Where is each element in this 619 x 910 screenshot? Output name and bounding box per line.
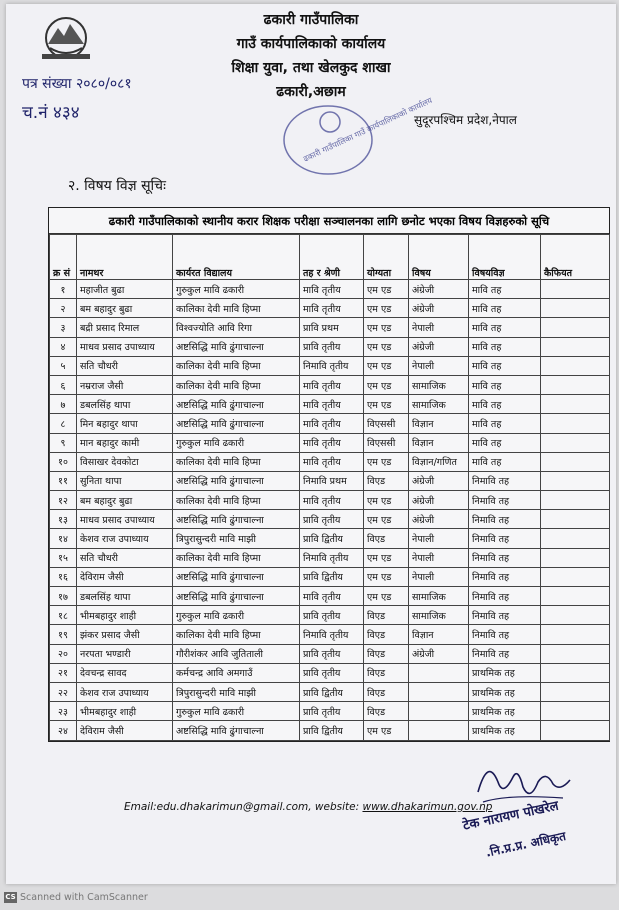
cell-serial: ७: [50, 395, 77, 414]
cell-school: अष्टसिद्धि मावि ढुंगाचाल्ना: [173, 471, 300, 490]
table-header-row: [50, 235, 610, 280]
cell-level: प्रावि तृतीय: [300, 702, 364, 721]
cell-level: मावि तृतीय: [300, 299, 364, 318]
cell-expert-level: प्राथमिक तह: [469, 721, 541, 740]
col-school: कार्यरत विद्यालय: [173, 235, 300, 280]
cell-serial: १७: [50, 587, 77, 606]
province-label: सुदूरपश्चिम प्रदेश,नेपाल: [414, 113, 517, 127]
cell-remarks: [541, 356, 610, 375]
cell-level: मावि तृतीय: [300, 433, 364, 452]
cell-expert-level: मावि तह: [469, 452, 541, 471]
cell-name: माधव प्रसाद उपाध्याय: [77, 337, 173, 356]
cell-serial: २४: [50, 721, 77, 740]
cell-qualification: एम एड: [364, 548, 409, 567]
cell-subject: नेपाली: [409, 356, 469, 375]
col-subject: विषय: [409, 235, 469, 280]
cell-qualification: विएड: [364, 644, 409, 663]
header-section: शिक्षा युवा, तथा खेलकुद शाखा: [231, 60, 391, 76]
cell-level: प्रावि द्वितीय: [300, 721, 364, 740]
table-row: [50, 510, 610, 529]
cell-level: प्रावि तृतीय: [300, 510, 364, 529]
cell-subject: विज्ञान: [409, 433, 469, 452]
cell-remarks: [541, 452, 610, 471]
table-row: [50, 644, 610, 663]
cell-expert-level: निमावि तह: [469, 567, 541, 586]
cell-subject: अंग्रेजी: [409, 299, 469, 318]
cell-level: निमावि प्रथम: [300, 471, 364, 490]
cell-name: बद्री प्रसाद रिमाल: [77, 318, 173, 337]
government-emblem-icon: [36, 14, 96, 64]
cell-subject: विज्ञान/गणित: [409, 452, 469, 471]
cell-expert-level: मावि तह: [469, 318, 541, 337]
cell-subject: [409, 663, 469, 682]
cell-subject: अंग्रेजी: [409, 491, 469, 510]
cell-qualification: एम एड: [364, 587, 409, 606]
cell-name: सति चौधरी: [77, 548, 173, 567]
cell-expert-level: मावि तह: [469, 395, 541, 414]
cell-subject: सामाजिक: [409, 395, 469, 414]
cell-name: देवचन्द्र सावद: [77, 663, 173, 682]
cell-level: निमावि तृतीय: [300, 356, 364, 375]
cell-level: मावि तृतीय: [300, 491, 364, 510]
table-row: [50, 682, 610, 701]
table-row: [50, 606, 610, 625]
cell-level: प्रावि तृतीय: [300, 663, 364, 682]
cell-remarks: [541, 337, 610, 356]
cell-name: विसाखर देवकोटा: [77, 452, 173, 471]
cell-level: प्रावि प्रथम: [300, 318, 364, 337]
cell-expert-level: मावि तह: [469, 280, 541, 299]
col-level: तह र श्रेणी: [300, 235, 364, 280]
cell-school: कालिका देवी मावि हिप्मा: [173, 299, 300, 318]
cell-remarks: [541, 471, 610, 490]
cell-name: माधव प्रसाद उपाध्याय: [77, 510, 173, 529]
cell-serial: १९: [50, 625, 77, 644]
col-qualification: योग्यता: [364, 235, 409, 280]
cell-serial: १०: [50, 452, 77, 471]
cell-level: प्रावि तृतीय: [300, 644, 364, 663]
table-row: [50, 395, 610, 414]
cell-name: नम्रराज जैसी: [77, 375, 173, 394]
signatory-post: .नि.प्र.प्र. अधिकृत: [484, 828, 568, 860]
cell-school: कालिका देवी मावि हिप्मा: [173, 375, 300, 394]
cell-qualification: एम एड: [364, 567, 409, 586]
cell-school: कर्मचन्द्र आवि अमगाउँ: [173, 663, 300, 682]
cell-remarks: [541, 702, 610, 721]
cell-qualification: विएड: [364, 471, 409, 490]
cell-serial: १२: [50, 491, 77, 510]
cell-serial: १६: [50, 567, 77, 586]
cell-serial: २२: [50, 682, 77, 701]
cell-level: निमावि तृतीय: [300, 548, 364, 567]
cell-name: मान बहादुर कामी: [77, 433, 173, 452]
footer-website-link[interactable]: www.dhakarimun.gov.np: [362, 801, 493, 813]
table-row: [50, 452, 610, 471]
cell-level: मावि तृतीय: [300, 414, 364, 433]
table-row: [50, 356, 610, 375]
table-row: [50, 702, 610, 721]
table-row: [50, 280, 610, 299]
cell-expert-level: प्राथमिक तह: [469, 663, 541, 682]
footer-email: Email:edu.dhakarimun@gmail.com, website:: [124, 801, 363, 813]
cell-name: देविराम जैसी: [77, 721, 173, 740]
cell-subject: विज्ञान: [409, 414, 469, 433]
cell-expert-level: मावि तह: [469, 433, 541, 452]
cell-school: गुरुकुल मावि ढकारी: [173, 433, 300, 452]
cell-school: कालिका देवी मावि हिप्मा: [173, 452, 300, 471]
cell-remarks: [541, 510, 610, 529]
cell-school: त्रिपुरासुन्दरी मावि माझी: [173, 682, 300, 701]
cell-name: केशव राज उपाध्याय: [77, 682, 173, 701]
cell-expert-level: मावि तह: [469, 414, 541, 433]
cell-qualification: विएड: [364, 529, 409, 548]
cell-qualification: विएड: [364, 702, 409, 721]
cell-school: अष्टसिद्धि मावि ढुंगाचाल्ना: [173, 721, 300, 740]
cell-subject: विज्ञान: [409, 625, 469, 644]
cell-remarks: [541, 529, 610, 548]
cell-subject: अंग्रेजी: [409, 280, 469, 299]
cell-serial: २३: [50, 702, 77, 721]
cell-expert-level: प्राथमिक तह: [469, 682, 541, 701]
cell-serial: ३: [50, 318, 77, 337]
experts-table: [48, 207, 610, 742]
cell-expert-level: निमावि तह: [469, 529, 541, 548]
cell-subject: अंग्रेजी: [409, 644, 469, 663]
cell-remarks: [541, 280, 610, 299]
cell-school: विश्वज्योति आवि रिगा: [173, 318, 300, 337]
cell-qualification: एम एड: [364, 318, 409, 337]
cell-subject: नेपाली: [409, 318, 469, 337]
cell-name: बम बहादुर बुढा: [77, 299, 173, 318]
cell-serial: ८: [50, 414, 77, 433]
table-row: [50, 625, 610, 644]
table-row: [50, 337, 610, 356]
cell-level: निमावि तृतीय: [300, 625, 364, 644]
table-row: [50, 721, 610, 740]
cell-remarks: [541, 318, 610, 337]
cell-expert-level: मावि तह: [469, 375, 541, 394]
cell-name: मिन बहादुर थापा: [77, 414, 173, 433]
cell-remarks: [541, 548, 610, 567]
cell-qualification: एम एड: [364, 395, 409, 414]
cell-school: गुरुकुल मावि ढकारी: [173, 280, 300, 299]
table-row: [50, 567, 610, 586]
cell-level: प्रावि द्वितीय: [300, 529, 364, 548]
col-serial: क्र सं: [50, 235, 77, 280]
cell-qualification: एम एड: [364, 721, 409, 740]
cell-name: सति चौधरी: [77, 356, 173, 375]
table-row: [50, 663, 610, 682]
table-row: [50, 414, 610, 433]
table-row: [50, 318, 610, 337]
cell-serial: ११: [50, 471, 77, 490]
stamp-text: ढकारी गाउँपालिका गाउँ कार्यपालिकाको कार्यालय: [302, 95, 434, 164]
cell-serial: ६: [50, 375, 77, 394]
cell-remarks: [541, 433, 610, 452]
cell-subject: अंग्रेजी: [409, 510, 469, 529]
cell-expert-level: निमावि तह: [469, 606, 541, 625]
cell-qualification: एम एड: [364, 491, 409, 510]
cell-serial: १८: [50, 606, 77, 625]
cell-level: प्रावि द्वितीय: [300, 567, 364, 586]
cell-serial: १३: [50, 510, 77, 529]
cell-serial: २१: [50, 663, 77, 682]
cell-remarks: [541, 414, 610, 433]
cell-expert-level: मावि तह: [469, 299, 541, 318]
cell-qualification: विएड: [364, 606, 409, 625]
cell-remarks: [541, 299, 610, 318]
cell-serial: ५: [50, 356, 77, 375]
footer-contact: [124, 801, 492, 813]
cell-remarks: [541, 682, 610, 701]
cell-level: प्रावि तृतीय: [300, 606, 364, 625]
cell-school: अष्टसिद्धि मावि ढुंगाचाल्ना: [173, 567, 300, 586]
cell-subject: अंग्रेजी: [409, 471, 469, 490]
col-expert-level: विषयविज्ञ: [469, 235, 541, 280]
cell-qualification: एम एड: [364, 280, 409, 299]
cell-serial: ४: [50, 337, 77, 356]
cell-school: अष्टसिद्धि मावि ढुंगाचाल्ना: [173, 414, 300, 433]
cell-expert-level: निमावि तह: [469, 471, 541, 490]
cell-name: भीमबहादुर शाही: [77, 606, 173, 625]
cell-level: मावि तृतीय: [300, 587, 364, 606]
col-name: नामथर: [77, 235, 173, 280]
cell-expert-level: निमावि तह: [469, 587, 541, 606]
cell-name: केशव राज उपाध्याय: [77, 529, 173, 548]
cell-remarks: [541, 625, 610, 644]
table-row: [50, 375, 610, 394]
table-row: [50, 491, 610, 510]
cell-remarks: [541, 721, 610, 740]
scanner-watermark-text: Scanned with CamScanner: [20, 892, 148, 903]
cell-name: महाजीत बुढा: [77, 280, 173, 299]
cell-serial: ९: [50, 433, 77, 452]
cell-school: अष्टसिद्धि मावि ढुंगाचाल्ना: [173, 337, 300, 356]
table-row: [50, 587, 610, 606]
table-row: [50, 471, 610, 490]
cell-expert-level: निमावि तह: [469, 625, 541, 644]
cell-school: कालिका देवी मावि हिप्मा: [173, 625, 300, 644]
header-office: गाउँ कार्यपालिकाको कार्यालय: [236, 36, 386, 52]
cell-qualification: विएड: [364, 682, 409, 701]
cell-name: बम बहादुर बुढा: [77, 491, 173, 510]
cell-level: मावि तृतीय: [300, 280, 364, 299]
cell-level: प्रावि तृतीय: [300, 337, 364, 356]
cell-remarks: [541, 375, 610, 394]
cell-qualification: विएससी: [364, 414, 409, 433]
table-row: [50, 433, 610, 452]
cell-serial: १४: [50, 529, 77, 548]
document-page: [6, 4, 616, 884]
cell-qualification: विएड: [364, 625, 409, 644]
table-row: [50, 299, 610, 318]
header-address: ढकारी,अछाम: [276, 84, 346, 100]
cell-school: त्रिपुरासुन्दरी मावि माझी: [173, 529, 300, 548]
office-stamp: [268, 95, 434, 180]
cell-qualification: एम एड: [364, 299, 409, 318]
cell-school: अष्टसिद्धि मावि ढुंगाचाल्ना: [173, 510, 300, 529]
cell-remarks: [541, 395, 610, 414]
cell-serial: २: [50, 299, 77, 318]
cell-name: सुनिता थापा: [77, 471, 173, 490]
cell-qualification: एम एड: [364, 356, 409, 375]
cell-remarks: [541, 644, 610, 663]
reference-number: पत्र संख्या २०८०/०८१: [22, 76, 132, 92]
table-row: [50, 548, 610, 567]
scanner-watermark: [4, 892, 148, 903]
cell-expert-level: निमावि तह: [469, 644, 541, 663]
cell-qualification: एम एड: [364, 510, 409, 529]
subject-heading: २. विषय विज्ञ सूचिः: [68, 178, 166, 194]
cell-level: मावि तृतीय: [300, 452, 364, 471]
cell-name: नरपता भण्डारी: [77, 644, 173, 663]
cell-remarks: [541, 606, 610, 625]
cell-expert-level: मावि तह: [469, 337, 541, 356]
cell-qualification: एम एड: [364, 452, 409, 471]
cell-subject: अंग्रेजी: [409, 337, 469, 356]
cell-serial: १: [50, 280, 77, 299]
cell-qualification: विएड: [364, 663, 409, 682]
cell-expert-level: निमावि तह: [469, 548, 541, 567]
cell-subject: सामाजिक: [409, 587, 469, 606]
cell-name: डबलसिंह थापा: [77, 395, 173, 414]
cell-expert-level: निमावि तह: [469, 510, 541, 529]
cell-serial: २०: [50, 644, 77, 663]
cell-school: गौरीशंकर आवि जुतिताली: [173, 644, 300, 663]
cell-expert-level: मावि तह: [469, 356, 541, 375]
cell-name: देविराम जैसी: [77, 567, 173, 586]
cell-name: डबलसिंह थापा: [77, 587, 173, 606]
cell-qualification: विएससी: [364, 433, 409, 452]
cell-school: गुरुकुल मावि ढकारी: [173, 702, 300, 721]
cell-remarks: [541, 491, 610, 510]
cell-qualification: एम एड: [364, 337, 409, 356]
cell-remarks: [541, 567, 610, 586]
cell-expert-level: प्राथमिक तह: [469, 702, 541, 721]
table-row: [50, 529, 610, 548]
cell-expert-level: निमावि तह: [469, 491, 541, 510]
cell-qualification: एम एड: [364, 375, 409, 394]
cell-school: अष्टसिद्धि मावि ढुंगाचाल्ना: [173, 587, 300, 606]
cell-remarks: [541, 587, 610, 606]
dispatch-number: च.नं ४३४: [22, 103, 80, 123]
signatory-name: टेक नारायण पोखरेल: [461, 798, 560, 834]
cell-subject: नेपाली: [409, 567, 469, 586]
cell-level: प्रावि द्वितीय: [300, 682, 364, 701]
cell-school: अष्टसिद्धि मावि ढुंगाचाल्ना: [173, 395, 300, 414]
cell-school: कालिका देवी मावि हिप्मा: [173, 548, 300, 567]
cell-level: मावि तृतीय: [300, 395, 364, 414]
cell-subject: [409, 702, 469, 721]
cell-subject: नेपाली: [409, 548, 469, 567]
cell-serial: १५: [50, 548, 77, 567]
cell-subject: [409, 721, 469, 740]
header-municipality: ढकारी गाउँपालिका: [263, 12, 359, 28]
cell-school: कालिका देवी मावि हिप्मा: [173, 356, 300, 375]
cell-school: गुरुकुल मावि ढकारी: [173, 606, 300, 625]
cell-subject: [409, 682, 469, 701]
cell-remarks: [541, 663, 610, 682]
cell-level: मावि तृतीय: [300, 375, 364, 394]
cell-subject: सामाजिक: [409, 606, 469, 625]
cell-name: झंकर प्रसाद जैसी: [77, 625, 173, 644]
col-remarks: कैफियत: [541, 235, 610, 280]
cell-subject: सामाजिक: [409, 375, 469, 394]
table-title: ढकारी गाउँपालिकाको स्थानीय करार शिक्षक परीक्षा सञ्चालनका लागि छनोट भएका विषय विज्ञहरुको सूचि: [49, 208, 609, 234]
camscanner-logo-icon: CS: [5, 893, 16, 901]
cell-school: कालिका देवी मावि हिप्मा: [173, 491, 300, 510]
cell-subject: नेपाली: [409, 529, 469, 548]
cell-name: भीमबहादुर शाही: [77, 702, 173, 721]
